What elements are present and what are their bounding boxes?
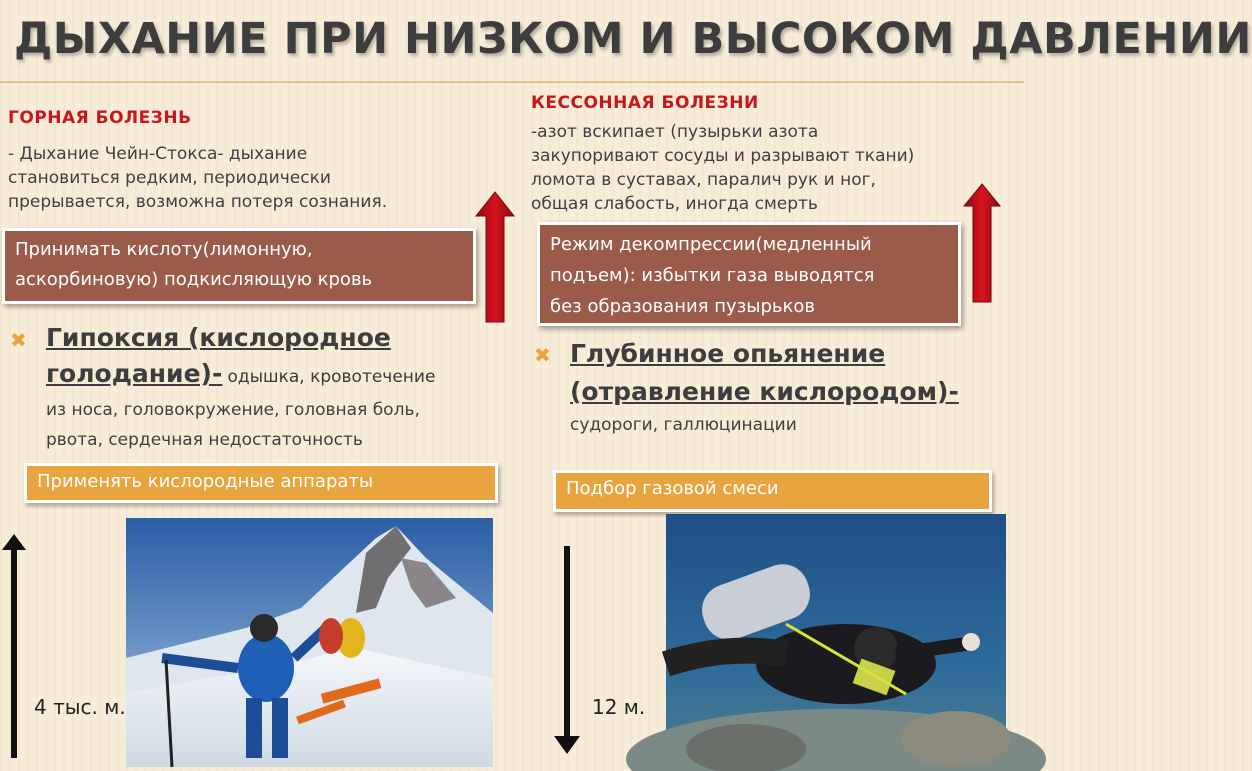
right-term-line: Глубинное опьянение [570, 339, 886, 368]
left-description-line: прерывается, возможна потеря сознания. [8, 192, 388, 212]
right-term-line: (отравление кислородом)- [570, 377, 959, 406]
left-description-line: - Дыхание Чейн-Стокса- дыхание [8, 144, 308, 164]
left-term-line: Гипоксия (кислородное [46, 323, 391, 352]
left-symptoms-line: из носа, головокружение, головная боль, [46, 400, 420, 420]
right-action-box [553, 470, 992, 512]
right-action-label: Подбор газовой смеси [566, 478, 779, 499]
right-symptoms-line: судороги, галлюцинации [570, 415, 797, 435]
right-bullet [534, 335, 1014, 439]
right-description-line: общая слабость, иногда смерть [531, 194, 818, 214]
mountain-photo [126, 518, 493, 767]
left-bullet [10, 320, 510, 455]
depth-label: 12 м. [592, 695, 646, 719]
right-treatment-box [537, 222, 961, 326]
left-description [8, 142, 387, 214]
right-description [531, 120, 914, 216]
diver-photo [666, 514, 1006, 767]
left-treatment-line: Принимать кислоту(лимонную, [15, 239, 313, 260]
left-description-line: становиться редким, периодически [8, 168, 331, 188]
right-heading: КЕССОННАЯ БОЛЕЗНИ [531, 93, 759, 113]
right-treatment-line: подъем): избытки газа выводятся [550, 265, 875, 286]
right-description-line: закупоривают сосуды и разрывают ткани) [531, 146, 915, 166]
left-action-box [24, 463, 498, 503]
left-symptoms-line: рвота, сердечная недостаточность [46, 430, 363, 450]
left-treatment-line: аскорбиновую) подкисляющую кровь [15, 269, 373, 290]
up-arrow-icon [962, 182, 1002, 304]
altitude-arrow-icon [0, 532, 28, 760]
depth-arrow-icon [552, 544, 582, 756]
title-divider [0, 81, 1024, 83]
right-treatment-line: Режим декомпрессии(медленный [550, 234, 872, 255]
left-heading: ГОРНАЯ БОЛЕЗНЬ [8, 108, 192, 128]
right-description-line: ломота в суставах, паралич рук и ног, [531, 170, 876, 190]
altitude-label: 4 тыс. м. [34, 695, 126, 719]
right-description-line: -азот вскипает (пузырьки азота [531, 122, 819, 142]
left-symptoms-line: одышка, кровотечение [227, 367, 436, 387]
up-arrow-icon [474, 190, 516, 324]
left-action-label: Применять кислородные аппараты [37, 471, 374, 492]
left-treatment-box [2, 228, 476, 304]
left-term-line: голодание)- [46, 359, 223, 388]
x-mark-icon: ✖ [534, 343, 551, 367]
right-treatment-line: без образования пузырьков [550, 296, 816, 317]
page-title: ДЫХАНИЕ ПРИ НИЗКОМ И ВЫСОКОМ ДАВЛЕНИИ [14, 14, 1252, 64]
x-mark-icon: ✖ [10, 328, 27, 352]
